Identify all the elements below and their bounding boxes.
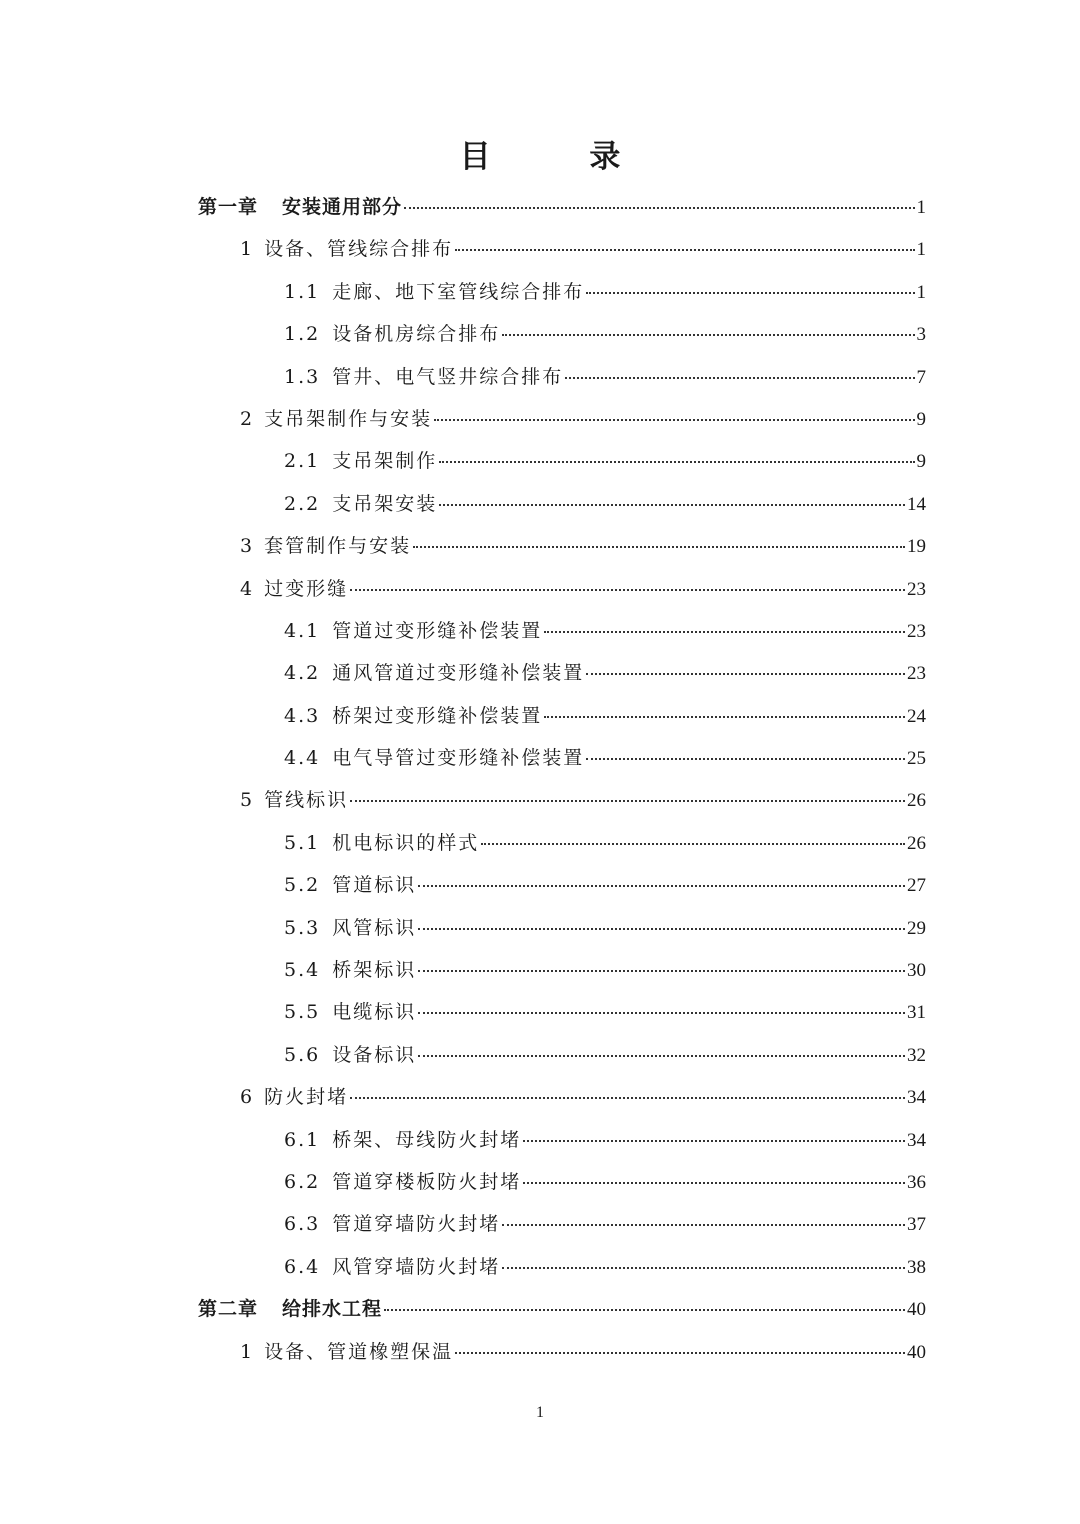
dot-leader bbox=[418, 885, 905, 887]
toc-entry-page-number: 24 bbox=[907, 705, 926, 727]
toc-entry-number: 6.2 bbox=[284, 1170, 321, 1193]
toc-entry-page-number: 37 bbox=[907, 1214, 926, 1236]
toc-entry-number: 6.4 bbox=[284, 1255, 321, 1278]
toc-entry-page-number: 14 bbox=[907, 493, 926, 515]
toc-subsection-entry[interactable] bbox=[198, 313, 926, 355]
toc-entry-page-number: 40 bbox=[907, 1299, 926, 1321]
dot-leader bbox=[350, 800, 905, 802]
dot-leader bbox=[502, 1267, 905, 1269]
toc-subsection-entry[interactable] bbox=[198, 610, 926, 652]
toc-entry-page-number: 1 bbox=[916, 281, 926, 303]
toc-entry-page-number: 3 bbox=[916, 324, 926, 346]
toc-entry-title: 防火封堵 bbox=[264, 1086, 349, 1109]
dot-leader bbox=[439, 504, 905, 506]
dot-leader bbox=[481, 843, 905, 845]
toc-entry-number: 1 bbox=[240, 1340, 255, 1363]
dot-leader bbox=[418, 970, 905, 972]
toc-section-entry[interactable] bbox=[198, 1076, 926, 1118]
toc-entry-title: 套管制作与安装 bbox=[264, 535, 412, 558]
toc-entry-title: 安装通用部分 bbox=[282, 196, 403, 218]
toc-entry-number: 1.2 bbox=[284, 323, 321, 346]
toc-subsection-entry[interactable] bbox=[198, 356, 926, 398]
toc-entry-title: 风管穿墙防火封堵 bbox=[332, 1255, 501, 1278]
toc-subsection-entry[interactable] bbox=[198, 483, 926, 525]
dot-leader bbox=[404, 207, 914, 209]
dot-leader bbox=[565, 377, 914, 379]
toc-entry-number: 2.1 bbox=[284, 450, 321, 473]
dot-leader bbox=[502, 334, 914, 336]
toc-entry-page-number: 36 bbox=[907, 1171, 926, 1193]
toc-entry-number: 1.3 bbox=[284, 365, 321, 388]
dot-leader bbox=[384, 1309, 905, 1311]
toc-entry-page-number: 23 bbox=[907, 578, 926, 600]
toc-entry-page-number: 9 bbox=[916, 408, 926, 430]
toc-entry-title: 管道穿墙防火封堵 bbox=[332, 1213, 501, 1236]
toc-entry-page-number: 1 bbox=[916, 239, 926, 261]
toc-entry-number: 4.3 bbox=[284, 704, 321, 727]
toc-entry-page-number: 30 bbox=[907, 960, 926, 982]
toc-entry-number: 4.2 bbox=[284, 662, 321, 685]
dot-leader bbox=[439, 461, 914, 463]
toc-entry-number: 5.2 bbox=[284, 874, 321, 897]
toc-entry-number: 2.2 bbox=[284, 492, 321, 515]
toc-chapter-entry[interactable] bbox=[198, 186, 926, 228]
toc-entry-title: 管道过变形缝补偿装置 bbox=[332, 619, 543, 642]
toc-entry-page-number: 34 bbox=[907, 1129, 926, 1151]
toc-entry-title: 电缆标识 bbox=[332, 1001, 417, 1024]
toc-chapter-entry[interactable] bbox=[198, 1288, 926, 1330]
dot-leader bbox=[418, 1055, 905, 1057]
toc-entry-number: 4 bbox=[240, 577, 255, 600]
toc-subsection-entry[interactable] bbox=[198, 1161, 926, 1203]
dot-leader bbox=[413, 546, 905, 548]
toc-entry-number: 第一章 bbox=[198, 196, 259, 218]
dot-leader bbox=[418, 928, 905, 930]
toc-subsection-entry[interactable] bbox=[198, 991, 926, 1033]
toc-entry-page-number: 32 bbox=[907, 1044, 926, 1066]
toc-entry-title: 桥架标识 bbox=[332, 959, 417, 982]
dot-leader bbox=[586, 292, 914, 294]
dot-leader bbox=[455, 249, 914, 251]
toc-entry-number: 4.4 bbox=[284, 747, 321, 770]
toc-entry-page-number: 26 bbox=[907, 790, 926, 812]
toc-entry-page-number: 26 bbox=[907, 832, 926, 854]
toc-entry-number: 5 bbox=[240, 789, 255, 812]
toc-entry-title: 电气导管过变形缝补偿装置 bbox=[332, 747, 585, 770]
toc-entry-page-number: 34 bbox=[907, 1087, 926, 1109]
toc-entry-title: 机电标识的样式 bbox=[332, 831, 480, 854]
toc-entry-title: 桥架过变形缝补偿装置 bbox=[332, 704, 543, 727]
toc-entry-title: 管井、电气竖井综合排布 bbox=[332, 365, 564, 388]
toc-section-entry[interactable] bbox=[198, 568, 926, 610]
toc-entry-number: 2 bbox=[240, 407, 255, 430]
dot-leader bbox=[350, 589, 905, 591]
toc-subsection-entry[interactable] bbox=[198, 737, 926, 779]
dot-leader bbox=[544, 631, 905, 633]
toc-entry-number: 6.1 bbox=[284, 1128, 321, 1151]
toc-entry-page-number: 38 bbox=[907, 1256, 926, 1278]
dot-leader bbox=[434, 419, 914, 421]
toc-entry-number: 5.5 bbox=[284, 1001, 321, 1024]
toc-subsection-entry[interactable] bbox=[198, 1246, 926, 1288]
toc-entry-page-number: 19 bbox=[907, 536, 926, 558]
page-number: 1 bbox=[536, 1404, 544, 1421]
toc-entry-number: 6 bbox=[240, 1086, 255, 1109]
toc-entry-number: 6.3 bbox=[284, 1213, 321, 1236]
toc-subsection-entry[interactable] bbox=[198, 1203, 926, 1245]
dot-leader bbox=[455, 1352, 905, 1354]
toc-entry-title: 设备、管道橡塑保温 bbox=[264, 1340, 454, 1363]
toc-entry-title: 管道穿楼板防火封堵 bbox=[332, 1170, 522, 1193]
toc-section-entry[interactable] bbox=[198, 779, 926, 821]
toc-entry-page-number: 1 bbox=[916, 197, 926, 218]
dot-leader bbox=[544, 716, 905, 718]
toc-entry-page-number: 23 bbox=[907, 663, 926, 685]
toc-entry-number: 第二章 bbox=[198, 1298, 259, 1321]
toc-entry-title: 管道标识 bbox=[332, 874, 417, 897]
toc-entry-number: 5.1 bbox=[284, 831, 321, 854]
toc-entry-title: 通风管道过变形缝补偿装置 bbox=[332, 662, 585, 685]
toc-entry-title: 支吊架制作 bbox=[332, 450, 438, 473]
toc-subsection-entry[interactable] bbox=[198, 907, 926, 949]
dot-leader bbox=[350, 1097, 905, 1099]
toc-entry-number: 1 bbox=[240, 238, 255, 261]
toc-subsection-entry[interactable] bbox=[198, 652, 926, 694]
toc-entry-page-number: 23 bbox=[907, 620, 926, 642]
toc-entry-title: 走廊、地下室管线综合排布 bbox=[332, 280, 585, 303]
toc-entry-number: 5.3 bbox=[284, 916, 321, 939]
dot-leader bbox=[586, 673, 905, 675]
toc-entry-title: 设备、管线综合排布 bbox=[264, 238, 454, 261]
toc-section-entry[interactable] bbox=[198, 1331, 926, 1373]
toc-entry-number: 3 bbox=[240, 535, 255, 558]
toc-subsection-entry[interactable] bbox=[198, 822, 926, 864]
toc-subsection-entry[interactable] bbox=[198, 695, 926, 737]
toc-section-entry[interactable] bbox=[198, 398, 926, 440]
toc-entry-number: 1.1 bbox=[284, 280, 321, 303]
toc-subsection-entry[interactable] bbox=[198, 440, 926, 482]
toc-entry-title: 过变形缝 bbox=[264, 577, 349, 600]
toc-entry-title: 设备标识 bbox=[332, 1043, 417, 1066]
dot-leader bbox=[586, 758, 905, 760]
toc-entry-page-number: 40 bbox=[907, 1341, 926, 1363]
dot-leader bbox=[523, 1182, 905, 1184]
toc-subsection-entry[interactable] bbox=[198, 1034, 926, 1076]
toc-subsection-entry[interactable] bbox=[198, 1119, 926, 1161]
table-of-contents bbox=[198, 186, 926, 1373]
page-title: 目 录 bbox=[459, 139, 665, 175]
toc-section-entry[interactable] bbox=[198, 525, 926, 567]
toc-entry-page-number: 29 bbox=[907, 917, 926, 939]
dot-leader bbox=[502, 1224, 905, 1226]
dot-leader bbox=[523, 1140, 905, 1142]
toc-entry-title: 管线标识 bbox=[264, 789, 349, 812]
toc-subsection-entry[interactable] bbox=[198, 864, 926, 906]
toc-entry-page-number: 31 bbox=[907, 1002, 926, 1024]
toc-entry-title: 支吊架安装 bbox=[332, 492, 438, 515]
toc-entry-title: 风管标识 bbox=[332, 916, 417, 939]
toc-entry-number: 5.6 bbox=[284, 1043, 321, 1066]
toc-entry-title: 给排水工程 bbox=[282, 1298, 383, 1321]
dot-leader bbox=[418, 1012, 905, 1014]
toc-entry-page-number: 25 bbox=[907, 748, 926, 770]
toc-entry-title: 设备机房综合排布 bbox=[332, 323, 501, 346]
toc-subsection-entry[interactable] bbox=[198, 949, 926, 991]
toc-entry-number: 5.4 bbox=[284, 959, 321, 982]
toc-entry-title: 支吊架制作与安装 bbox=[264, 407, 433, 430]
toc-entry-number: 4.1 bbox=[284, 619, 321, 642]
toc-section-entry[interactable] bbox=[198, 228, 926, 270]
toc-entry-page-number: 9 bbox=[916, 451, 926, 473]
toc-entry-page-number: 7 bbox=[916, 366, 926, 388]
toc-subsection-entry[interactable] bbox=[198, 271, 926, 313]
toc-entry-title: 桥架、母线防火封堵 bbox=[332, 1128, 522, 1151]
toc-entry-page-number: 27 bbox=[907, 875, 926, 897]
